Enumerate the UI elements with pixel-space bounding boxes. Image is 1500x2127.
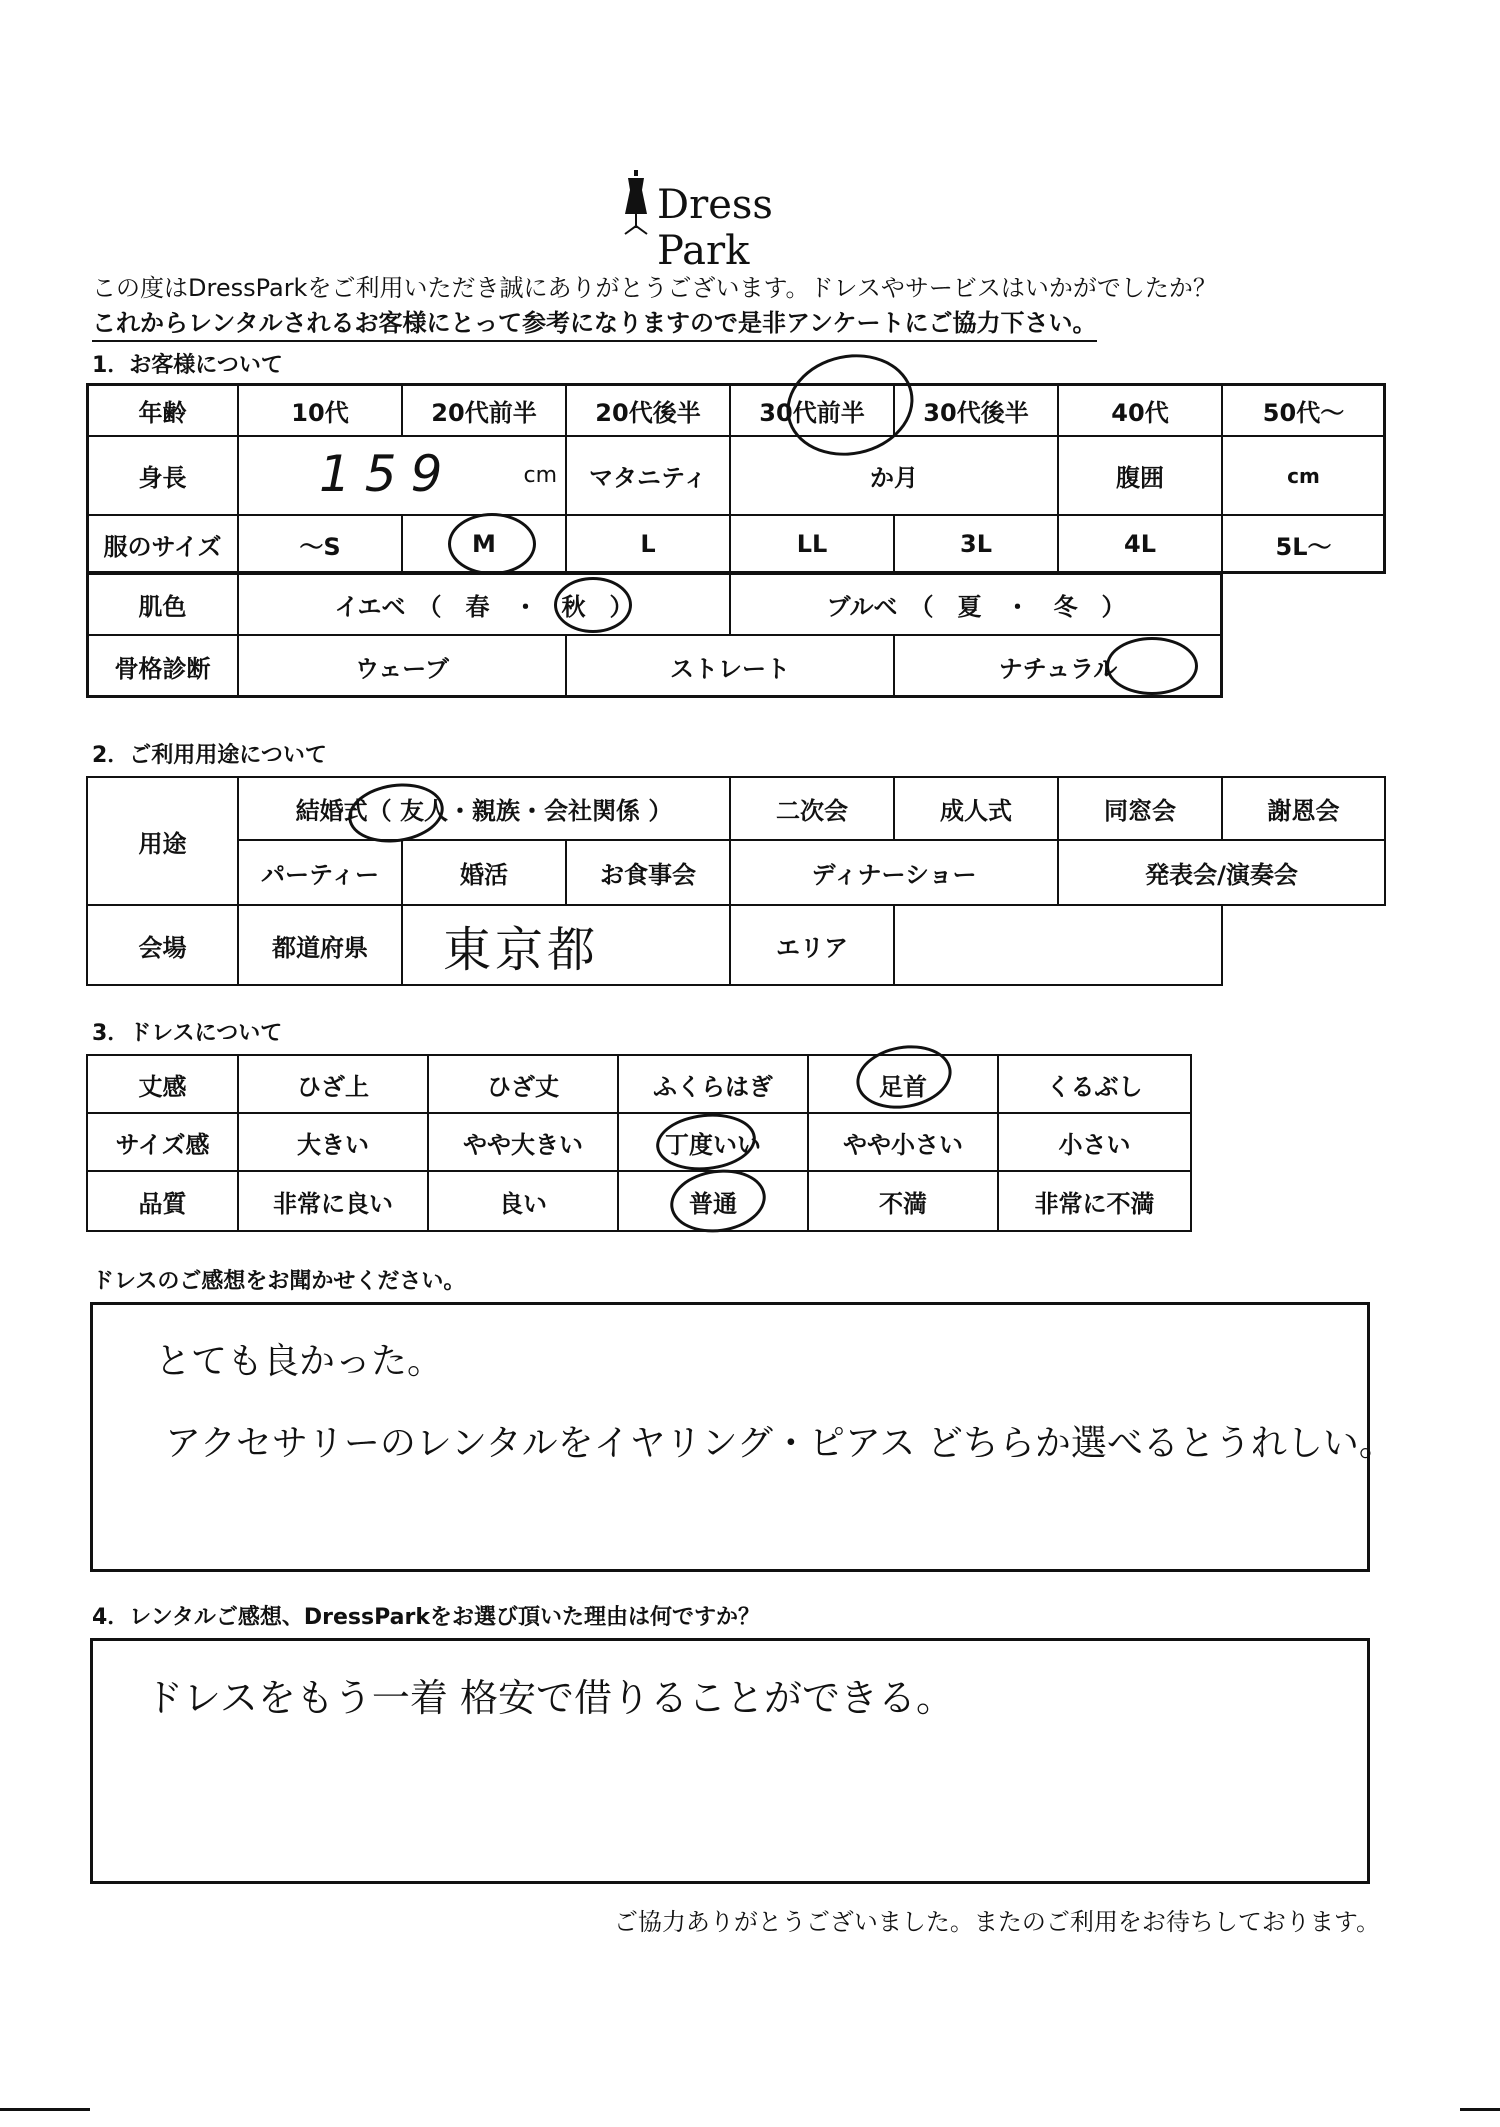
- size-option[interactable]: 5L～: [1221, 514, 1386, 574]
- dress-table: [86, 1054, 1192, 1234]
- purpose-option[interactable]: 二次会: [729, 776, 895, 841]
- size-option[interactable]: 4L: [1057, 514, 1223, 574]
- size-label: 服のサイズ: [86, 514, 239, 574]
- intro-request: これからレンタルされるお客様にとって参考になりますので是非アンケートにご協力下さい。: [92, 303, 1097, 342]
- area-field[interactable]: [893, 904, 1223, 986]
- skin-blue-option[interactable]: ブルベ （ 夏 ・ 冬 ）: [729, 572, 1223, 636]
- length-option-selected[interactable]: 足首: [807, 1054, 999, 1114]
- skin-yellow-option[interactable]: イエベ （ 春 ・ 秋 ）: [237, 572, 731, 636]
- size-selection-circle: [448, 513, 536, 575]
- purpose-label: 用途: [86, 776, 239, 906]
- length-option[interactable]: ひざ上: [237, 1054, 429, 1114]
- height-unit: cm: [523, 463, 557, 488]
- fit-option[interactable]: やや小さい: [807, 1112, 999, 1172]
- venue-label: 会場: [86, 904, 239, 986]
- fit-option-selected[interactable]: 丁度いい: [617, 1112, 809, 1172]
- skin-label: 肌色: [86, 572, 239, 636]
- fit-option[interactable]: やや大きい: [427, 1112, 619, 1172]
- prefecture-field[interactable]: [401, 904, 731, 986]
- maternity-label: マタニティ: [565, 435, 731, 516]
- length-option[interactable]: ひざ丈: [427, 1054, 619, 1114]
- age-option[interactable]: 30代後半: [893, 383, 1059, 437]
- purpose-option[interactable]: 発表会/演奏会: [1057, 839, 1386, 906]
- quality-option-selected[interactable]: 普通: [617, 1170, 809, 1232]
- purpose-option[interactable]: 同窓会: [1057, 776, 1223, 841]
- waist-field[interactable]: [1221, 435, 1386, 516]
- purpose-table: [86, 776, 1386, 986]
- customer-table: [86, 383, 1386, 708]
- size-option[interactable]: LL: [729, 514, 895, 574]
- waist-label: 腹囲: [1057, 435, 1223, 516]
- dress-form-icon: [619, 170, 653, 236]
- reason-box[interactable]: [90, 1638, 1370, 1884]
- purpose-option[interactable]: 婚活: [401, 839, 567, 906]
- section4-title: 4．レンタルご感想、DressParkをお選び頂いた理由は何ですか？: [92, 1605, 760, 1630]
- prefecture-label: 都道府県: [237, 904, 403, 986]
- maternity-field[interactable]: [729, 435, 1059, 516]
- size-option[interactable]: 3L: [893, 514, 1059, 574]
- section3-title: 3．ドレスについて: [92, 1021, 283, 1046]
- logo-text: Dress Park: [657, 182, 773, 274]
- quality-option[interactable]: 良い: [427, 1170, 619, 1232]
- quality-option[interactable]: 不満: [807, 1170, 999, 1232]
- purpose-option[interactable]: パーティー: [237, 839, 403, 906]
- dress-row-label: 丈感: [86, 1054, 239, 1114]
- age-label: 年齢: [86, 383, 239, 437]
- quality-option[interactable]: 非常に良い: [237, 1170, 429, 1232]
- footer-thanks: ご協力ありがとうございました。またのご利用をお待ちしております。: [613, 1908, 1380, 1936]
- dress-comment-box[interactable]: [90, 1302, 1395, 1572]
- area-label: エリア: [729, 904, 895, 986]
- dress-comment-label: ドレスのご感想をお聞かせください。: [92, 1269, 466, 1294]
- age-option[interactable]: 10代: [237, 383, 403, 437]
- scan-edge-mark: [1460, 2108, 1500, 2111]
- length-option[interactable]: ふくらはぎ: [617, 1054, 809, 1114]
- section2-title: 2．ご利用用途について: [92, 743, 327, 768]
- dress-comment-line2: アクセサリーのレンタルをイヤリング・ピアス どちらか選べるとうれしい。: [165, 1423, 1395, 1464]
- age-option[interactable]: 50代～: [1221, 383, 1386, 437]
- skeleton-label: 骨格診断: [86, 634, 239, 698]
- purpose-wedding[interactable]: 結婚式（ 友人・親族・会社関係 ）: [237, 776, 731, 841]
- size-option-selected[interactable]: M: [401, 514, 567, 574]
- age-option[interactable]: 20代前半: [401, 383, 567, 437]
- dress-row-label: サイズ感: [86, 1112, 239, 1172]
- fit-option[interactable]: 小さい: [997, 1112, 1192, 1172]
- intro-text: この度はDressParkをご利用いただき誠にありがとうございます。ドレスやサービスはいかがでしたか？: [92, 274, 1217, 302]
- skeleton-option-selected[interactable]: ナチュラル: [893, 634, 1223, 698]
- fit-option[interactable]: 大きい: [237, 1112, 429, 1172]
- purpose-option[interactable]: 謝恩会: [1221, 776, 1386, 841]
- scan-edge-mark: [0, 2108, 90, 2111]
- purpose-option[interactable]: ディナーショー: [729, 839, 1059, 906]
- skeleton-option[interactable]: ウェーブ: [237, 634, 567, 698]
- maternity-unit: か月: [870, 464, 918, 492]
- quality-option[interactable]: 非常に不満: [997, 1170, 1192, 1232]
- skin-selection-circle: [554, 577, 632, 633]
- size-option[interactable]: ～S: [237, 514, 403, 574]
- reason-answer: ドレスをもう一着 格安で借りることができる。: [145, 1676, 954, 1720]
- skeleton-option[interactable]: ストレート: [565, 634, 895, 698]
- dresspark-logo: [615, 170, 855, 274]
- purpose-option[interactable]: お食事会: [565, 839, 731, 906]
- length-option[interactable]: くるぶし: [997, 1054, 1192, 1114]
- dress-row-label: 品質: [86, 1170, 239, 1232]
- skeleton-selection-circle: [1106, 637, 1198, 695]
- height-value: 159: [319, 445, 457, 503]
- height-field[interactable]: [237, 435, 567, 516]
- prefecture-value: 東京都: [443, 921, 600, 978]
- age-option[interactable]: 40代: [1057, 383, 1223, 437]
- age-option[interactable]: 20代後半: [565, 383, 731, 437]
- section1-title: 1．お客様について: [92, 353, 283, 378]
- size-option[interactable]: L: [565, 514, 731, 574]
- age-option-selected[interactable]: 30代前半: [729, 383, 895, 437]
- dress-comment-line1: とても良かった。: [155, 1341, 444, 1382]
- purpose-option[interactable]: 成人式: [893, 776, 1059, 841]
- height-label: 身長: [86, 435, 239, 516]
- waist-unit: cm: [1287, 463, 1320, 488]
